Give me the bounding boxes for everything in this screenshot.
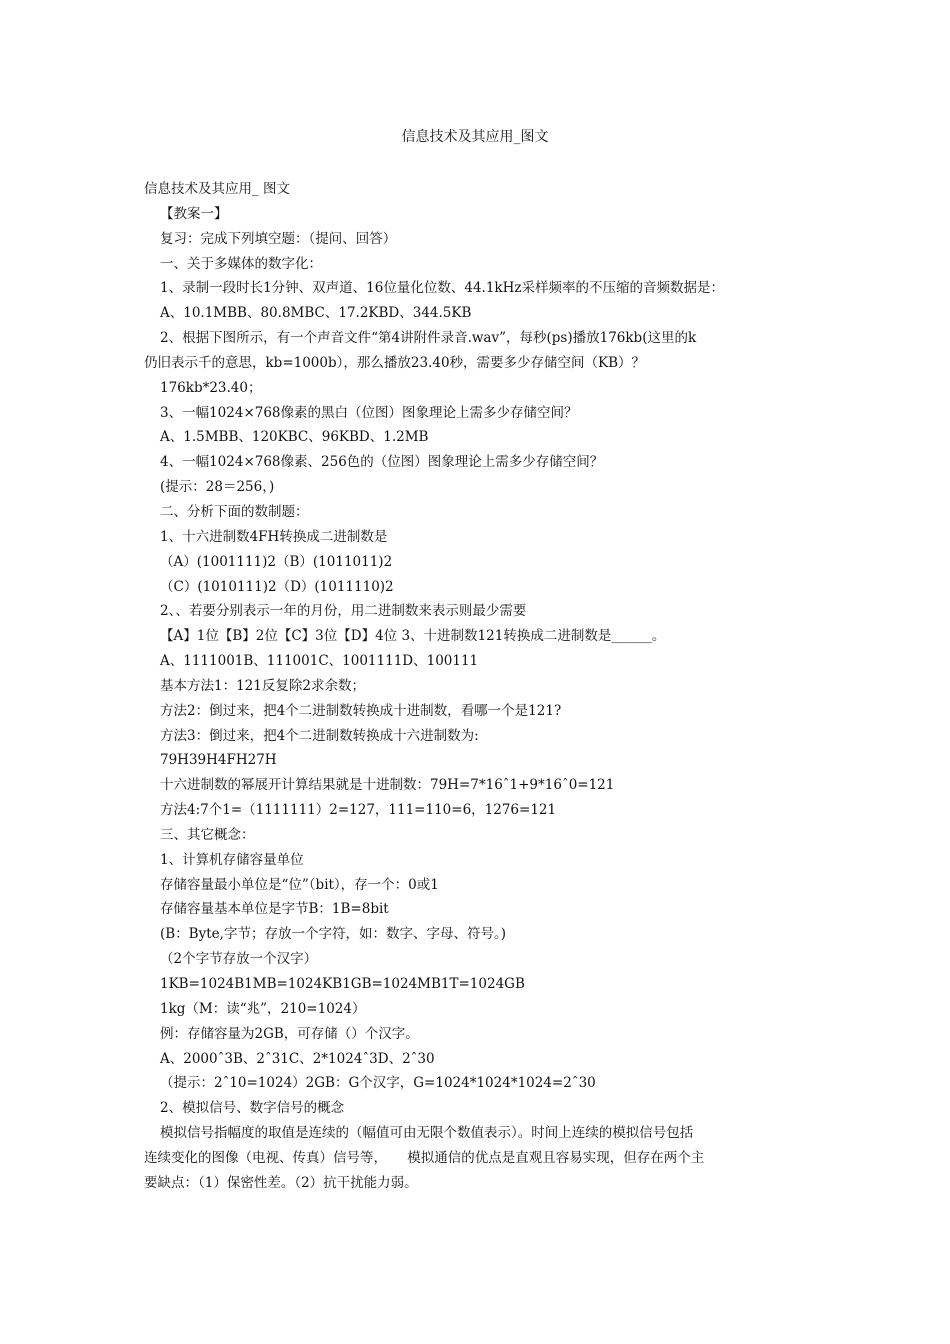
question-3: 3、一幅1024×768像素的黑白（位图）图象理论上需多少存储空间？ <box>160 404 578 421</box>
lesson-plan-label: 【教案一】 <box>160 205 228 222</box>
question-4-hint: (提示：28＝256，) <box>160 479 275 496</box>
question-4: 4、一幅1024×768像素、256色的（位图）图象理论上需多少存储空间？ <box>160 454 604 471</box>
decimal-options: A、1111001B、111001C、1001111D、100111 <box>160 653 479 670</box>
section-heading-other-concepts: 三、其它概念： <box>160 826 255 843</box>
smallest-unit: 存储容量最小单位是“位”（bit），存一个：0或1 <box>160 876 439 893</box>
question-2-continued: 仍旧表示千的意思，kb=1000b），那么播放23.40秒，需要多少存储空间（KB）？ <box>144 354 646 371</box>
basic-unit: 存储容量基本单位是字节B：1B=8bit <box>160 901 389 918</box>
storage-example: 例：存储容量为2GB，可存储（）个汉字。 <box>160 1025 419 1042</box>
storage-example-hint: （提示：2ˆ10=1024）2GB：G个汉字，G=1024*1024*1024=2ˆ30 <box>160 1075 596 1092</box>
question-3-options: A、1.5MBB、120KBC、96KBD、1.2MB <box>160 429 429 446</box>
question-1: 1、录制一段时长1分钟、双声道、16位量化位数、44.1kHz采样频率的不压缩的音频数据是： <box>160 280 724 297</box>
signals-heading: 2、模拟信号、数字信号的概念 <box>160 1100 345 1117</box>
byte-explanation: (B：Byte,字节；存放一个字符，如：数字、字母、符号。) <box>160 926 506 943</box>
analog-signal-paragraph-3: 要缺点：（1）保密性差。（2）抗干扰能力弱。 <box>144 1174 418 1191</box>
question-1-options: A、10.1MBB、80.8MBC、17.2KBD、344.5KB <box>160 305 472 322</box>
review-instruction: 复习：完成下列填空题：（提问、回答） <box>160 230 397 247</box>
chinese-character-note: （2个字节存放一个汉字） <box>160 951 318 968</box>
document-body <box>144 177 816 1196</box>
mega-note: 1kg（M：读“兆”，210=1024） <box>160 1000 366 1017</box>
hex-expansion-note: 十六进制数的幂展开计算结果就是十进制数：79H=7*16ˆ1+9*16ˆ0=121 <box>160 777 615 794</box>
question-2: 2、根据下图所示，有一个声音文件“第4讲附件录音.wav”，每秒(ps)播放176kb(这里的k <box>160 330 697 347</box>
months-question: 2、、若要分别表示一年的月份，用二进制数来表示则最少需要 <box>160 603 527 620</box>
method-1: 基本方法1：121反复除2求余数； <box>160 677 365 694</box>
storage-units-heading: 1、计算机存储容量单位 <box>160 851 304 868</box>
section-heading-multimedia: 一、关于多媒体的数字化： <box>160 255 322 272</box>
method-2: 方法2：倒过来，把4个二进制数转换成十进制数，看哪一个是121? <box>160 702 562 719</box>
document-title: 信息技术及其应用_图文 <box>401 129 549 145</box>
hex-options-ab: （A）(1001111)2（B）(1011011)2 <box>160 553 393 570</box>
method-4: 方法4:7个1=（1111111）2=127，111=110=6，1276=121 <box>160 802 557 819</box>
hex-question: 1、十六进制数4FH转换成二进制数是 <box>160 528 388 545</box>
months-options-and-decimal-question: 【A】1位【B】2位【C】3位【D】4位 3、十进制数121转换成二进制数是______。 <box>160 628 666 645</box>
storage-example-options: A、2000ˆ3B、2ˆ31C、2*1024ˆ3D、2ˆ30 <box>160 1050 435 1067</box>
method-3-values: 79H39H4FH27H <box>160 752 277 769</box>
question-2-answer: 176kb*23.40； <box>160 379 262 396</box>
unit-conversions: 1KB=1024B1MB=1024KB1GB=1024MB1T=1024GB <box>160 976 525 992</box>
method-3: 方法3：倒过来，把4个二进制数转换成十六进制数为: <box>160 727 479 744</box>
hex-options-cd: （C）(1010111)2（D）(1011110)2 <box>160 578 394 595</box>
body-heading: 信息技术及其应用_ 图文 <box>144 181 291 197</box>
analog-signal-paragraph-1: 模拟信号指幅度的取值是连续的（幅值可由无限个数值表示）。时间上连续的模拟信号包括 <box>160 1125 694 1142</box>
section-heading-number-systems: 二、分析下面的数制题： <box>160 503 309 520</box>
analog-signal-paragraph-2: 连续变化的图像（电视、传真）信号等， 模拟通信的优点是直观且容易实现，但存在两个主 <box>144 1149 705 1166</box>
